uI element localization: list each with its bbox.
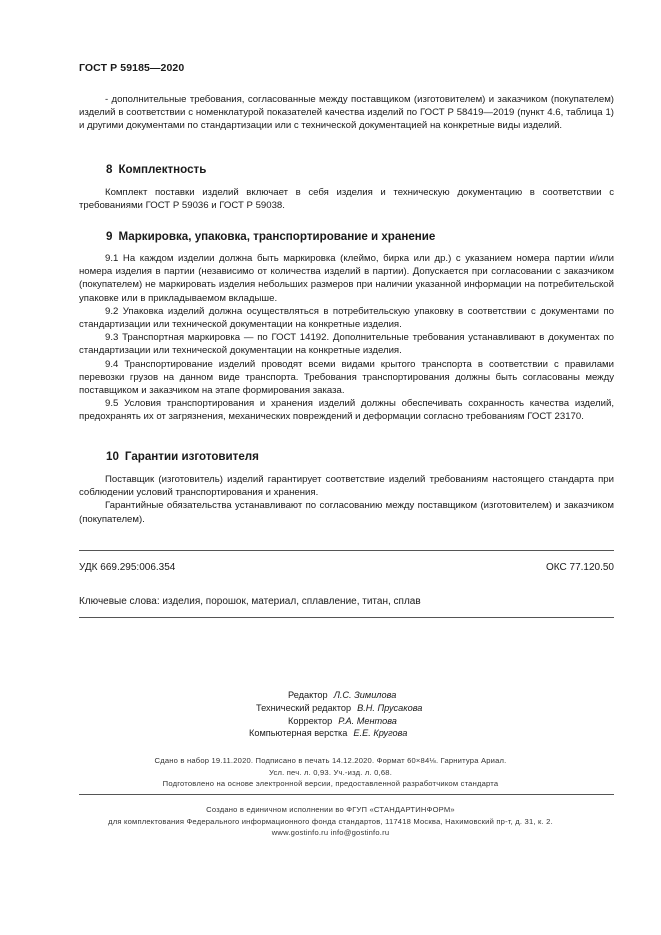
credit-editor	[288, 689, 396, 702]
credit-name: Е.Е. Кругова	[353, 728, 408, 739]
section-10-heading	[106, 450, 259, 463]
paragraph-9-4: 9.4 Транспортирование изделий проводят всеми видами крытого транспорта в соответствии с правилами перевозки грузов на данном виде транспорта. Требования транспортирования должны быть согласованы между поставщиком и заказчиком на этапе формирования заказа.	[79, 358, 614, 397]
divider	[79, 550, 614, 551]
section-8-heading	[106, 163, 206, 176]
print-details	[0, 755, 661, 790]
credit-role: Редактор	[288, 690, 328, 700]
credit-proofreader	[288, 715, 397, 728]
credit-technical-editor	[256, 702, 422, 715]
credit-role: Технический редактор	[256, 702, 352, 713]
section-number: 8	[106, 163, 113, 176]
credit-name: Р.А. Ментова	[338, 715, 397, 726]
print-dates-line: Сдано в набор 19.11.2020. Подписано в печать 14.12.2020. Формат 60×84⅛. Гарнитура Ариал.	[154, 756, 507, 765]
section-title: Комплектность	[118, 163, 207, 176]
udk-code: УДК 669.295:006.354	[79, 562, 176, 573]
paragraph-9-3: 9.3 Транспортная маркировка — по ГОСТ 14192. Дополнительные требования устанавливают в документах по стандартизации или технической документации на конкретные изделия.	[79, 332, 614, 357]
paragraph-9-1: 9.1 На каждом изделии должна быть маркировка (клеймо, бирка или др.) с указанием номера партии и/или номера изделия в партии (независимо от количества изделий в партии). Допускается при согласовании с заказчиком (покупателем) не маркировать изделия небольших размеров при наличии указанной информации на потребительской упаковке или в прикладываемом вкладыше.	[79, 253, 614, 304]
paragraph-9-2: 9.2 Упаковка изделий должна осуществляться в потребительскую упаковку в соответствии с документами по стандартизации или технической документации на конкретные изделия.	[79, 305, 614, 331]
intro-paragraph: - дополнительные требования, согласованные между поставщиком (изготовителем) и заказчиком (покупателем) изделий в соответствии с номенклатурой показателей качества изделий по ГОСТ Р 58419—2019 (пункт 4.6, таблица 1) и другими документами по стандартизации или с технической документацией на конкретные виды изделий.	[79, 94, 614, 132]
publisher-details	[0, 804, 661, 839]
section-title: Гарантии изготовителя	[124, 450, 259, 463]
publisher-line: Создано в единичном исполнении во ФГУП «СТАНДАРТИНФОРМ»	[206, 805, 455, 814]
section-8-body	[79, 186, 614, 212]
paragraph-9-5: 9.5 Условия транспортирования и хранения изделий должны обеспечивать сохранность качества изделий, предохранять их от загрязнения, механических повреждений и деформации согласно требованиям ГОСТ 23170.	[79, 398, 614, 423]
credit-role: Корректор	[288, 715, 333, 726]
divider	[79, 617, 614, 618]
print-sheets-line: Усл. печ. л. 0,93. Уч.-изд. л. 0,68.	[268, 767, 393, 777]
section-10-body	[79, 473, 614, 526]
paragraph: Гарантийные обязательства устанавливают по согласованию между поставщиком (изготовителем) и заказчиком (покупателем).	[79, 500, 614, 525]
document-code-header: ГОСТ Р 59185—2020	[79, 62, 185, 74]
print-source-line: Подготовлено на основе электронной версии, предоставленной разработчиком стандарта	[162, 779, 499, 789]
section-9-body	[79, 252, 614, 424]
paragraph: Поставщик (изготовитель) изделий гарантирует соответствие изделий требованиям настоящего стандарта при соблюдении условий транспортирования и хранения.	[79, 474, 614, 499]
section-9-heading	[106, 230, 435, 243]
keywords: Ключевые слова: изделия, порошок, материал, сплавление, титан, сплав	[79, 596, 421, 607]
credit-role: Компьютерная верстка	[249, 728, 348, 739]
section-title: Маркировка, упаковка, транспортирование и хранение	[118, 230, 436, 243]
publisher-contacts-line: www.gostinfo.ru info@gostinfo.ru	[271, 828, 390, 838]
section-number: 9	[106, 230, 113, 243]
section-number: 10	[106, 450, 119, 463]
credit-layout	[249, 727, 407, 740]
credit-name: В.Н. Прусакова	[357, 702, 423, 713]
divider	[79, 794, 614, 795]
publisher-address-line: для комплектования Федерального информационного фонда стандартов, 117418 Москва, Нахимовский пр-т, д. 31, к. 2.	[108, 816, 553, 826]
intro-text	[79, 93, 614, 133]
credit-name: Л.С. Зимилова	[333, 690, 397, 700]
oks-code: ОКС 77.120.50	[546, 562, 614, 573]
paragraph: Комплект поставки изделий включает в себя изделия и техническую документацию в соответствии с требованиями ГОСТ Р 59036 и ГОСТ Р 59038.	[79, 187, 614, 212]
